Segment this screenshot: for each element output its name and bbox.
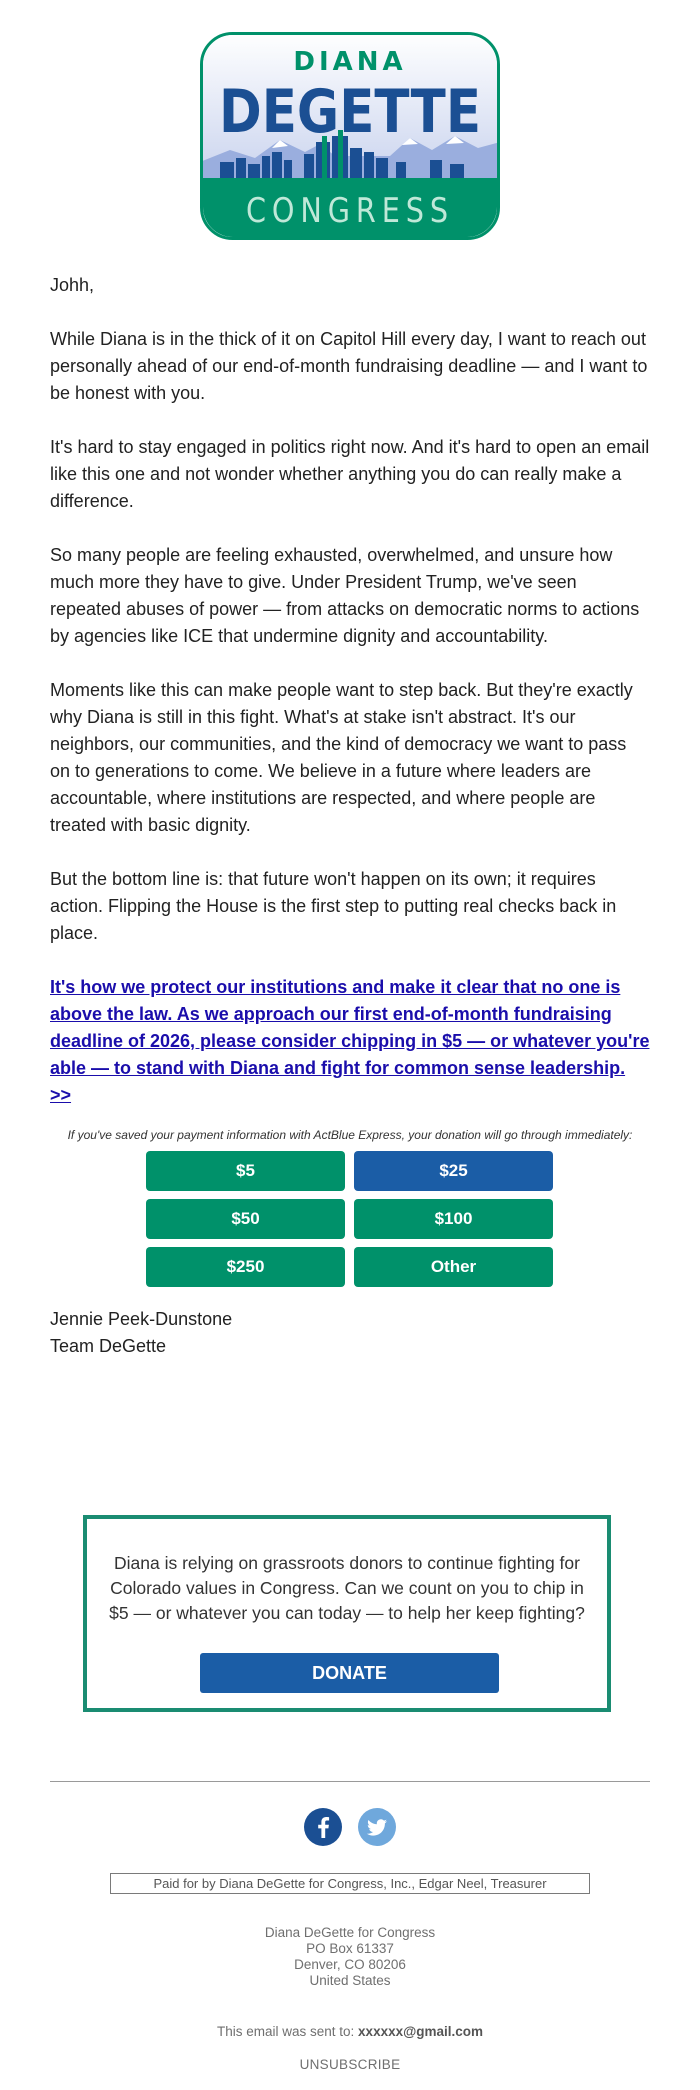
footer-divider xyxy=(50,1781,650,1782)
signature xyxy=(50,1306,232,1360)
amount-button-other[interactable]: Other xyxy=(354,1247,553,1287)
sent-to-line xyxy=(0,2024,700,2039)
unsubscribe-link[interactable]: UNSUBSCRIBE xyxy=(299,2057,401,2072)
amount-button-50[interactable]: $50 xyxy=(146,1199,345,1239)
cta-paragraph xyxy=(50,974,650,1109)
donate-callout-text: Diana is relying on grassroots donors to continue fighting for Colorado values in Congress. Can we count on you to chip in $5 — or whatever you can today — to help her keep fighting? xyxy=(109,1553,585,1623)
twitter-icon[interactable] xyxy=(358,1808,396,1846)
address-line: Denver, CO 80206 xyxy=(294,1957,406,1972)
paragraph-3: So many people are feeling exhausted, overwhelmed, and unsure how much more they have to give. Under President Trump, we've seen repeated abuses of power — from attacks on democratic norms to actions by agencies like ICE that undermine dignity and accountability. xyxy=(50,545,640,646)
signature-name: Jennie Peek-Dunstone xyxy=(50,1309,233,1329)
address-line: PO Box 61337 xyxy=(306,1941,394,1956)
logo-graphic xyxy=(200,32,500,240)
logo-degette-text: DEGETTE xyxy=(219,77,481,147)
amount-button-100[interactable]: $100 xyxy=(354,1199,553,1239)
social-links xyxy=(0,1808,700,1848)
paragraph-2: It's hard to stay engaged in politics right now. And it's hard to open an email like this one and not wonder whether anything you do can really make a difference. xyxy=(50,437,650,511)
sent-to-label: This email was sent to: xyxy=(216,2024,355,2039)
recipient-email: xxxxxx@gmail.com xyxy=(358,2024,484,2039)
amount-button-25[interactable]: $25 xyxy=(354,1151,553,1191)
logo-congress-text: CONGRESS xyxy=(246,191,454,231)
actblue-note: If you've saved your payment information with ActBlue Express, your donation will go through immediately: xyxy=(67,1128,633,1142)
address-line: Diana DeGette for Congress xyxy=(264,1925,436,1940)
paid-for-disclaimer: Paid for by Diana DeGette for Congress, Inc., Edgar Neel, Treasurer xyxy=(110,1873,590,1894)
amount-button-250[interactable]: $250 xyxy=(146,1247,345,1287)
paragraph-4: Moments like this can make people want to step back. But they're exactly why Diana is still in this fight. What's at stake isn't abstract. It's our neighbors, our communities, and the kind of democracy we want to pass on to generations to come. We believe in a future where leaders are accountable, where institutions are respected, and where people are treated with basic dignity. xyxy=(50,680,633,835)
signature-team: Team DeGette xyxy=(50,1336,167,1356)
paragraph-1: While Diana is in the thick of it on Capitol Hill every day, I want to reach out personally ahead of our end-of-month fundraising deadline — and I want to be honest with you. xyxy=(50,329,648,403)
mailing-address xyxy=(0,1925,700,1989)
campaign-logo xyxy=(200,32,500,240)
logo-diana-text: DIANA xyxy=(293,47,407,77)
greeting: Johh, xyxy=(50,275,95,295)
donate-button[interactable]: DONATE xyxy=(200,1653,499,1693)
address-line: United States xyxy=(309,1973,391,1988)
donate-callout-box xyxy=(83,1515,611,1712)
paragraph-5: But the bottom line is: that future won't happen on its own; it requires action. Flipping the House is the first step to putting real checks back in place. xyxy=(50,869,617,943)
cta-link[interactable]: It's how we protect our institutions and make it clear that no one is above the law. As we approach our first end-of-month fundraising deadline of 2026, please consider chipping in $5 — or whatever you're able — to stand with Diana and fight for common sense leadership. >> xyxy=(50,977,650,1105)
amount-button-5[interactable]: $5 xyxy=(146,1151,345,1191)
facebook-icon[interactable] xyxy=(304,1808,342,1846)
